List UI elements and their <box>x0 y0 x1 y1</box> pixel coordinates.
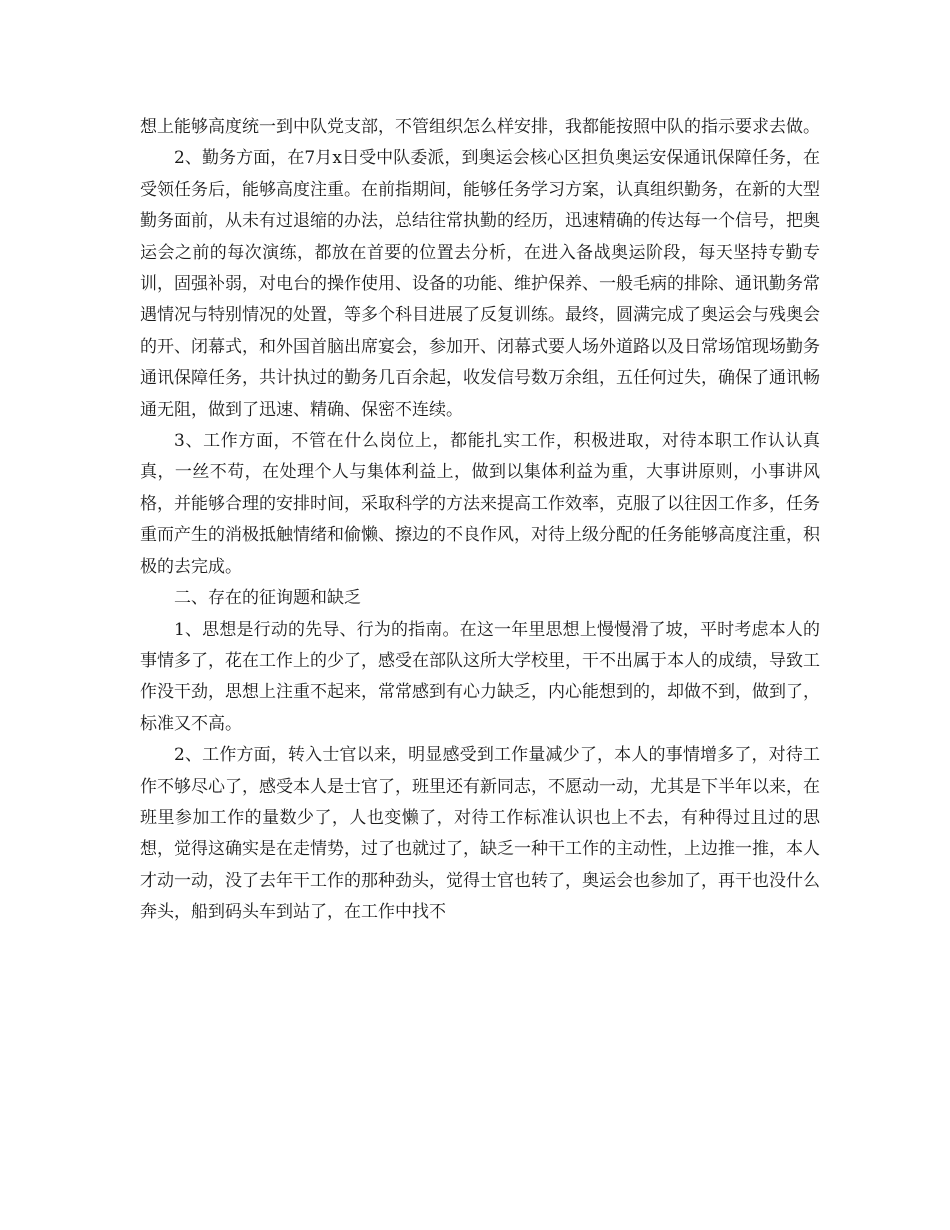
paragraph-5: 1、思想是行动的先导、行为的指南。在这一年里思想上慢慢滑了坡，平时考虑本人的事情多了，花在工作上的少了，感受在部队这所大学校里，干不出属于本人的成绩，导致工作没干劲，思想上注重不起来，常常感到有心力缺乏，内心能想到的，却做不到，做到了，标准又不高。 <box>140 619 820 734</box>
section-heading: 二、存在的征询题和缺乏 <box>174 588 361 609</box>
paragraph-2: 2、勤务方面，在7月x日受中队委派，到奥运会核心区担负奥运安保通讯保障任务，在受领任务后，能够高度注重。在前指期间，能够任务学习方案，认真组织勤务，在新的大型勤务面前，从未有过退缩的办法，总结往常执勤的经历，迅速精确的传达每一个信号，把奥运会之前的每次演练，都放在首要的位置去分析，在进入备战奥运阶段，每天坚持专勤专训，固强补弱，对电台的操作使用、设备的功能、维护保养、一般毛病的排除、通讯勤务常遇情况与特别情况的处置，等多个科目进展了反复训练。最终，圆满完成了奥运会与残奥会的开、闭幕式，和外国首脑出席宴会，参加开、闭幕式要人场外道路以及日常场馆现场勤务通讯保障任务，共计执过的勤务几百余起，收发信号数万余组，五任何过失，确保了通讯畅通无阻，做到了迅速、精确、保密不连续。 <box>140 148 820 420</box>
paragraph-6: 2、工作方面，转入士官以来，明显感受到工作量减少了，本人的事情增多了，对待工作不够尽心了，感受本人是士官了，班里还有新同志，不愿动一动，尤其是下半年以来，在班里参加工作的量数少了，人也变懒了，对待工作标准认识也上不去，有种得过且过的思想，觉得这确实是在走情势，过了也就过了，缺乏一种干工作的主动性，上边推一推，本人才动一动，没了去年干工作的那种劲头，觉得士官也转了，奥运会也参加了，再干也没什么奔头，船到码头车到站了，在工作中找不 <box>140 745 820 923</box>
paragraph-1: 想上能够高度统一到中队党支部，不管组织怎么样安排，我都能按照中队的指示要求去做。 <box>140 117 820 137</box>
paragraph-3: 3、工作方面，不管在什么岗位上，都能扎实工作，积极进取，对待本职工作认认真真，一丝不苟，在处理个人与集体利益上，做到以集体利益为重，大事讲原则，小事讲风格，并能够合理的安排时间，采取科学的方法来提高工作效率，克服了以往因工作多，任务重而产生的消极抵触情绪和偷懒、擦边的不良作风，对待上级分配的任务能够高度注重，积极的去完成。 <box>140 431 820 577</box>
document-page <box>140 112 820 929</box>
